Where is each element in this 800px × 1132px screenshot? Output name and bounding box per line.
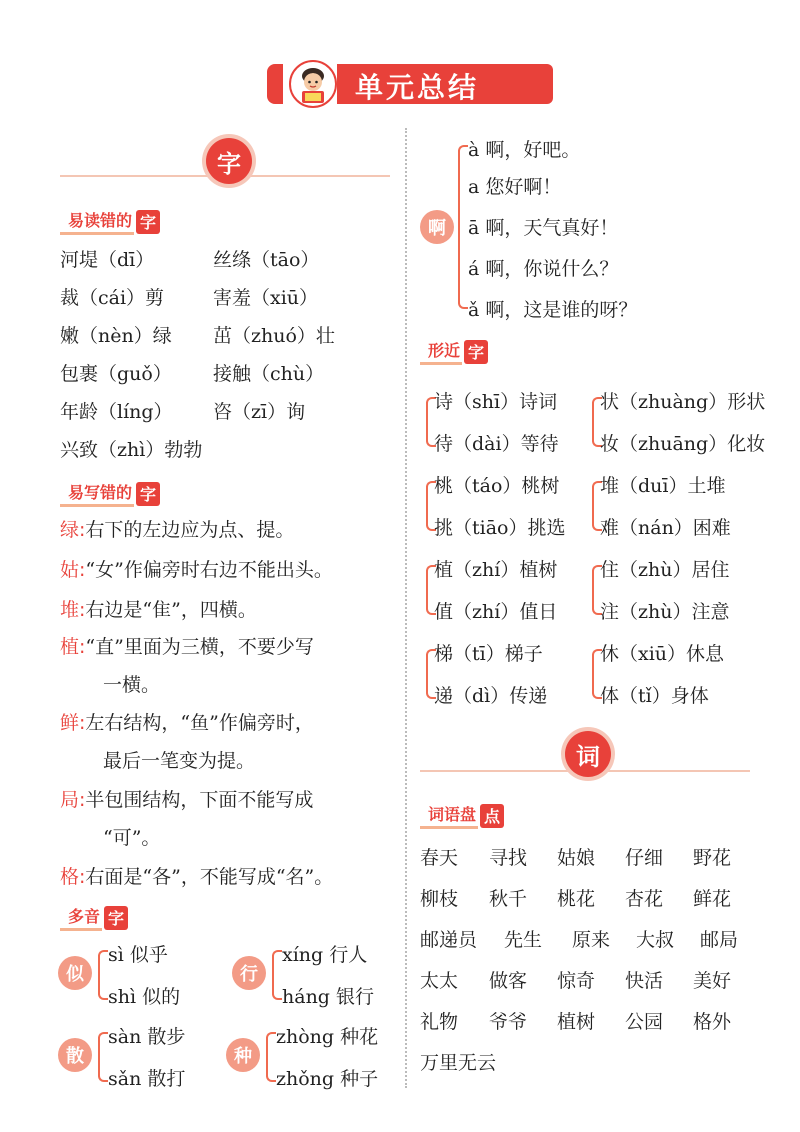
banner-left-cap	[267, 64, 283, 104]
polyphone-char: 行	[232, 956, 266, 990]
similar-item: 体（tǐ）身体	[600, 685, 709, 707]
easy-write-char: 姑:	[60, 559, 86, 581]
words-heading	[420, 802, 504, 829]
similar-item: 堆（duī）土堆	[600, 475, 726, 497]
polyphone-char: 啊	[420, 210, 454, 244]
easy-write-char: 鲜:	[60, 712, 86, 734]
a-reading: ā 啊，天气真好！	[468, 217, 619, 239]
similar-label: 形近	[420, 338, 462, 365]
word-item: 快活	[625, 970, 664, 992]
easy-write-char: 格:	[60, 866, 86, 888]
easy-read-item: 害羞（xiū）	[213, 287, 319, 309]
easy-write-box: 字	[136, 482, 160, 506]
word-item: 先生	[504, 929, 543, 951]
easy-read-item: 包裹（guǒ）	[60, 363, 172, 385]
polyphone-char: 种	[226, 1038, 260, 1072]
easy-read-item: 茁（zhuó）壮	[213, 325, 335, 347]
words-box: 点	[480, 804, 504, 828]
word-item: 做客	[489, 970, 528, 992]
word-item: 柳枝	[420, 888, 459, 910]
easy-write-item	[60, 708, 314, 735]
polyphone-heading	[60, 904, 128, 931]
a-reading: à 啊，好吧。	[468, 139, 581, 161]
easy-write-note: 右边是“隹”，四横。	[85, 599, 257, 621]
easy-write-note: 右下的左边应为点、提。	[85, 519, 295, 541]
word-item: 春天	[420, 847, 459, 869]
word-item: 杏花	[625, 888, 664, 910]
similar-item: 状（zhuàng）形状	[600, 391, 766, 413]
a-reading: á 啊，你说什么？	[468, 258, 619, 280]
easy-read-label: 易读错的	[60, 208, 134, 235]
easy-read-item: 裁（cái）剪	[60, 287, 165, 309]
boy-reading-icon	[289, 60, 337, 108]
easy-write-char: 植:	[60, 636, 86, 658]
easy-write-note: 右面是“各”，不能写成“名”。	[85, 866, 334, 888]
polyphone-reading: zhòng 种花	[276, 1026, 379, 1048]
brace-icon	[458, 145, 468, 309]
brace-icon	[266, 1032, 276, 1082]
word-item: 桃花	[557, 888, 596, 910]
easy-read-item: 兴致（zhì）勃勃	[60, 439, 203, 461]
brace-icon	[272, 950, 282, 1000]
word-item: 仔细	[625, 847, 664, 869]
easy-write-char: 局:	[60, 789, 86, 811]
similar-item: 递（dì）传递	[434, 685, 548, 707]
word-item: 万里无云	[420, 1052, 497, 1074]
word-item: 姑娘	[557, 847, 596, 869]
similar-item: 待（dài）等待	[434, 433, 559, 455]
similar-box: 字	[464, 340, 488, 364]
easy-read-item: 嫩（nèn）绿	[60, 325, 172, 347]
easy-write-item	[60, 595, 257, 622]
polyphone-reading: sì 似乎	[108, 944, 168, 966]
easy-read-item: 咨（zī）询	[213, 401, 306, 423]
page-title: 单元总结	[355, 71, 480, 104]
polyphone-reading: zhǒng 种子	[276, 1068, 379, 1090]
similar-item: 植（zhí）植树	[434, 559, 558, 581]
word-item: 寻找	[489, 847, 528, 869]
polyphone-reading: háng 银行	[282, 986, 375, 1008]
easy-write-item	[60, 632, 314, 659]
similar-item: 梯（tī）梯子	[434, 643, 543, 665]
easy-write-char: 堆:	[60, 599, 86, 621]
easy-write-heading	[60, 480, 160, 507]
easy-read-item: 接触（chù）	[213, 363, 325, 385]
similar-item: 值（zhí）值日	[434, 601, 558, 623]
word-item: 公园	[625, 1011, 664, 1033]
similar-item: 住（zhù）居住	[600, 559, 730, 581]
easy-write-note-cont: 一横。	[103, 674, 161, 696]
words-label: 词语盘	[420, 802, 478, 829]
word-item: 野花	[693, 847, 732, 869]
easy-write-label: 易写错的	[60, 480, 134, 507]
similar-item: 诗（shī）诗词	[434, 391, 558, 413]
word-item: 爷爷	[489, 1011, 528, 1033]
a-reading: ǎ 啊，这是谁的呀？	[468, 299, 638, 321]
polyphone-char: 似	[58, 956, 92, 990]
easy-write-note: “直”里面为三横，不要少写	[85, 636, 314, 658]
polyphone-reading: xíng 行人	[282, 944, 368, 966]
easy-read-item: 年龄（líng）	[60, 401, 173, 423]
word-item: 秋千	[489, 888, 528, 910]
word-item: 邮递员	[420, 929, 478, 951]
similar-item: 难（nán）困难	[600, 517, 731, 539]
similar-item: 妆（zhuāng）化妆	[600, 433, 766, 455]
a-reading: a 您好啊！	[468, 176, 562, 198]
word-item: 礼物	[420, 1011, 459, 1033]
word-item: 惊奇	[557, 970, 596, 992]
easy-read-heading	[60, 208, 160, 235]
word-item: 鲜花	[693, 888, 732, 910]
similar-item: 休（xiū）休息	[600, 643, 725, 665]
zi-section-badge: 字	[206, 138, 252, 184]
easy-write-item	[60, 862, 333, 889]
easy-read-item: 丝绦（tāo）	[213, 249, 320, 271]
easy-write-char: 绿:	[60, 519, 86, 541]
word-item: 植树	[557, 1011, 596, 1033]
column-divider	[405, 128, 407, 1088]
easy-write-item	[60, 555, 333, 582]
similar-item: 注（zhù）注意	[600, 601, 730, 623]
brace-icon	[98, 950, 108, 1000]
polyphone-label: 多音	[60, 904, 102, 931]
similar-heading	[420, 338, 488, 365]
easy-write-note: 左右结构，“鱼”作偏旁时，	[85, 712, 314, 734]
easy-write-item	[60, 515, 294, 542]
word-item: 太太	[420, 970, 459, 992]
word-item: 邮局	[700, 929, 739, 951]
polyphone-reading: sǎn 散打	[108, 1068, 186, 1090]
ci-section-badge: 词	[565, 731, 611, 777]
brace-icon	[98, 1032, 108, 1082]
word-item: 美好	[693, 970, 732, 992]
easy-read-box: 字	[136, 210, 160, 234]
polyphone-box: 字	[104, 906, 128, 930]
polyphone-char: 散	[58, 1038, 92, 1072]
polyphone-reading: sàn 散步	[108, 1026, 186, 1048]
polyphone-reading: shì 似的	[108, 986, 181, 1008]
word-item: 格外	[693, 1011, 732, 1033]
easy-write-note: 半包围结构，下面不能写成	[85, 789, 314, 811]
similar-item: 桃（táo）桃树	[434, 475, 560, 497]
title-banner	[267, 64, 553, 104]
easy-write-note-cont: “可”。	[103, 827, 161, 849]
easy-read-item: 河堤（dī）	[60, 249, 155, 271]
easy-write-note: “女”作偏旁时右边不能出头。	[85, 559, 333, 581]
word-item: 原来	[572, 929, 611, 951]
easy-write-item	[60, 785, 313, 812]
easy-write-note-cont: 最后一笔变为提。	[103, 750, 256, 772]
similar-item: 挑（tiāo）挑选	[434, 517, 566, 539]
word-item: 大叔	[636, 929, 675, 951]
